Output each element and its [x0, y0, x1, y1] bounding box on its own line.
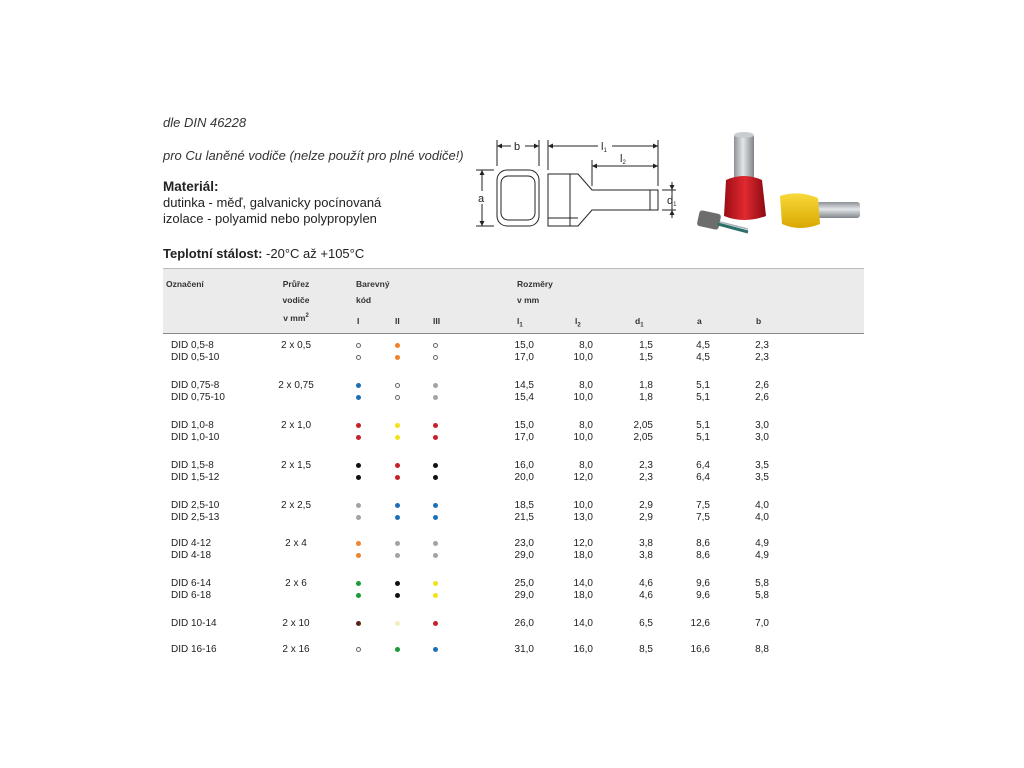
- color-dot-ii: [395, 435, 400, 440]
- header-l1: $l_1$: [517, 316, 523, 329]
- table-row: [163, 578, 864, 590]
- cell-designation: DID 0,75-8: [171, 380, 220, 391]
- cell-a: 7,5: [696, 512, 710, 523]
- cell-l2: 10,0: [573, 352, 593, 363]
- color-dot-ii: [395, 553, 400, 558]
- cell-designation: DID 4-12: [171, 538, 212, 549]
- table-row: [163, 340, 864, 352]
- cell-b: 4,9: [755, 538, 769, 549]
- table-row: [163, 550, 864, 562]
- cell-designation: DID 4-18: [171, 550, 212, 561]
- color-dot-ii: [395, 395, 400, 400]
- cell-designation: DID 6-18: [171, 590, 212, 601]
- table-row: [163, 352, 864, 364]
- cell-d1: 1,8: [639, 380, 653, 391]
- color-dot-i: [356, 647, 361, 652]
- table-row: [163, 380, 864, 392]
- cell-l1: 20,0: [514, 472, 534, 483]
- cell-a: 6,4: [696, 460, 710, 471]
- usage-note: pro Cu laněné vodiče (nelze použít pro plné vodiče!): [163, 148, 464, 163]
- cell-designation: DID 0,75-10: [171, 392, 225, 403]
- cell-b: 7,0: [755, 618, 769, 629]
- cell-d1: 1,5: [639, 352, 653, 363]
- cell-d1: 1,8: [639, 392, 653, 403]
- table-row: [163, 644, 864, 656]
- cell-designation: DID 1,0-8: [171, 420, 214, 431]
- cell-d1: 2,05: [633, 432, 653, 443]
- color-dot-ii: [395, 581, 400, 586]
- color-dot-iii: [433, 553, 438, 558]
- color-dot-ii: [395, 463, 400, 468]
- material-block: [163, 179, 381, 227]
- cell-cross-section: 2 x 2,5: [280, 500, 312, 511]
- front-view-inner: [501, 176, 535, 220]
- cell-a: 5,1: [696, 392, 710, 403]
- color-dot-i: [356, 355, 361, 360]
- color-dot-i: [356, 581, 361, 586]
- table-row: [163, 472, 864, 484]
- cell-designation: DID 1,5-12: [171, 472, 220, 483]
- red-ferrule-collar: [724, 176, 766, 220]
- cell-cross-section: 2 x 10: [282, 618, 310, 629]
- color-dot-ii: [395, 355, 400, 360]
- cell-d1: 2,9: [639, 512, 653, 523]
- cell-l2: 18,0: [573, 550, 593, 561]
- cell-d1: 3,8: [639, 550, 653, 561]
- material-line-2: izolace - polyamid nebo polypropylen: [163, 211, 377, 226]
- color-dot-iii: [433, 463, 438, 468]
- cell-l1: 15,4: [514, 392, 534, 403]
- color-dot-iii: [433, 423, 438, 428]
- cell-d1: 2,05: [633, 420, 653, 431]
- header-a: a: [697, 316, 702, 326]
- cell-a: 9,6: [696, 590, 710, 601]
- cell-b: 2,6: [755, 392, 769, 403]
- cell-l1: 29,0: [514, 590, 534, 601]
- cell-l1: 21,5: [514, 512, 534, 523]
- table-row: [163, 432, 864, 444]
- header-color-iii: III: [433, 316, 441, 326]
- cell-a: 7,5: [696, 500, 710, 511]
- color-dot-iii: [433, 435, 438, 440]
- product-photo: [690, 128, 865, 248]
- cell-b: 8,8: [755, 644, 769, 655]
- color-dot-ii: [395, 541, 400, 546]
- table-row: [163, 618, 864, 630]
- cell-d1: 3,8: [639, 538, 653, 549]
- yellow-ferrule-tube: [816, 202, 860, 218]
- color-dot-iii: [433, 647, 438, 652]
- color-dot-iii: [433, 355, 438, 360]
- cell-designation: DID 1,0-10: [171, 432, 220, 443]
- cell-l2: 14,0: [573, 578, 593, 589]
- color-dot-i: [356, 515, 361, 520]
- cell-cross-section: 2 x 6: [285, 578, 307, 589]
- cell-cross-section: 2 x 0,5: [280, 340, 312, 351]
- header-color-code: Barevný kód: [356, 279, 390, 305]
- table-row: [163, 392, 864, 404]
- cell-l2: 13,0: [573, 512, 593, 523]
- color-dot-iii: [433, 475, 438, 480]
- table-row: [163, 590, 864, 602]
- cell-d1: 4,6: [639, 590, 653, 601]
- cell-l1: 25,0: [514, 578, 534, 589]
- cell-a: 5,1: [696, 380, 710, 391]
- color-dot-i: [356, 621, 361, 626]
- color-dot-ii: [395, 475, 400, 480]
- table-row: [163, 512, 864, 524]
- header-color-i: I: [357, 316, 360, 326]
- cell-d1: 2,9: [639, 500, 653, 511]
- dim-a-label: a: [478, 193, 485, 205]
- color-dot-ii: [395, 621, 400, 626]
- color-dot-iii: [433, 621, 438, 626]
- color-dot-i: [356, 553, 361, 558]
- cell-b: 4,9: [755, 550, 769, 561]
- yellow-ferrule-collar: [780, 193, 820, 228]
- color-dot-i: [356, 343, 361, 348]
- cell-l1: 18,5: [514, 500, 534, 511]
- cell-b: 5,8: [755, 578, 769, 589]
- cell-cross-section: 2 x 16: [282, 644, 310, 655]
- color-dot-iii: [433, 343, 438, 348]
- cell-designation: DID 10-14: [171, 618, 217, 629]
- cell-a: 9,6: [696, 578, 710, 589]
- cell-designation: DID 2,5-10: [171, 500, 220, 511]
- color-dot-iii: [433, 503, 438, 508]
- cell-l1: 26,0: [514, 618, 534, 629]
- cell-l1: 15,0: [514, 420, 534, 431]
- temperature-label: Teplotní stálost:: [163, 246, 263, 261]
- cell-l2: 8,0: [579, 380, 593, 391]
- cell-a: 6,4: [696, 472, 710, 483]
- cell-a: 8,6: [696, 538, 710, 549]
- cell-l1: 17,0: [514, 352, 534, 363]
- dim-l1-label: l1: [601, 141, 607, 154]
- cell-b: 2,6: [755, 380, 769, 391]
- cell-b: 2,3: [755, 340, 769, 351]
- cell-designation: DID 2,5-13: [171, 512, 220, 523]
- cell-cross-section: 2 x 0,75: [278, 380, 314, 391]
- header-b: b: [756, 316, 762, 326]
- cell-l2: 10,0: [573, 500, 593, 511]
- cell-l2: 16,0: [573, 644, 593, 655]
- table-row: [163, 500, 864, 512]
- color-dot-i: [356, 395, 361, 400]
- material-line-1: dutinka - měď, galvanicky pocínovaná: [163, 195, 382, 210]
- cell-b: 3,0: [755, 432, 769, 443]
- temperature-value: -20°C až +105°C: [262, 246, 365, 261]
- table-row: [163, 420, 864, 432]
- color-dot-iii: [433, 541, 438, 546]
- color-dot-iii: [433, 515, 438, 520]
- color-dot-ii: [395, 423, 400, 428]
- color-dot-i: [356, 475, 361, 480]
- cell-cross-section: 2 x 1,0: [280, 420, 312, 431]
- temperature-line: [163, 246, 364, 261]
- cell-b: 5,8: [755, 590, 769, 601]
- cell-l2: 18,0: [573, 590, 593, 601]
- cell-l2: 8,0: [579, 420, 593, 431]
- cell-l2: 8,0: [579, 340, 593, 351]
- cell-b: 2,3: [755, 352, 769, 363]
- cell-d1: 8,5: [639, 644, 653, 655]
- ferrule-dimension-drawing: [470, 132, 685, 238]
- cell-b: 3,5: [755, 472, 769, 483]
- cell-a: 12,6: [690, 618, 710, 629]
- header-designation: Označení: [166, 279, 204, 289]
- cell-d1: 1,5: [639, 340, 653, 351]
- cell-designation: DID 1,5-8: [171, 460, 214, 471]
- cell-cross-section: 2 x 4: [285, 538, 307, 549]
- cell-b: 3,0: [755, 420, 769, 431]
- cell-a: 4,5: [696, 352, 710, 363]
- color-dot-i: [356, 541, 361, 546]
- dim-d1-label: d1: [667, 195, 677, 208]
- header-dimensions: Rozměry v mm: [517, 279, 553, 305]
- table-row: [163, 538, 864, 550]
- table-header: [163, 268, 864, 334]
- cell-l2: 14,0: [573, 618, 593, 629]
- color-dot-i: [356, 593, 361, 598]
- cell-l1: 29,0: [514, 550, 534, 561]
- cell-l1: 17,0: [514, 432, 534, 443]
- dim-l2-label: l2: [620, 153, 626, 166]
- cell-a: 5,1: [696, 420, 710, 431]
- cell-d1: 4,6: [639, 578, 653, 589]
- header-l2: $l_2$: [575, 316, 581, 329]
- color-dot-iii: [433, 593, 438, 598]
- color-dot-ii: [395, 343, 400, 348]
- color-dot-ii: [395, 515, 400, 520]
- cell-l1: 15,0: [514, 340, 534, 351]
- cell-designation: DID 16-16: [171, 644, 217, 655]
- cell-l1: 23,0: [514, 538, 534, 549]
- color-dot-i: [356, 463, 361, 468]
- color-dot-iii: [433, 395, 438, 400]
- cell-cross-section: 2 x 1,5: [280, 460, 312, 471]
- color-dot-iii: [433, 383, 438, 388]
- header-color-ii: II: [395, 316, 400, 326]
- color-dot-ii: [395, 383, 400, 388]
- header-cross-section: Průřez vodiče v $mm^2$: [282, 279, 310, 323]
- dim-b-label: b: [514, 141, 521, 153]
- color-dot-ii: [395, 503, 400, 508]
- grey-ferrule-collar: [697, 210, 722, 230]
- cell-l1: 16,0: [514, 460, 534, 471]
- cell-a: 16,6: [690, 644, 710, 655]
- cell-a: 8,6: [696, 550, 710, 561]
- cell-d1: 2,3: [639, 472, 653, 483]
- cell-designation: DID 6-14: [171, 578, 212, 589]
- cell-l1: 31,0: [514, 644, 534, 655]
- cell-l1: 14,5: [514, 380, 534, 391]
- cell-l2: 12,0: [573, 538, 593, 549]
- cell-designation: DID 0,5-10: [171, 352, 220, 363]
- color-dot-ii: [395, 647, 400, 652]
- cell-designation: DID 0,5-8: [171, 340, 214, 351]
- cell-l2: 12,0: [573, 472, 593, 483]
- cell-l2: 8,0: [579, 460, 593, 471]
- standard-label: dle DIN 46228: [163, 115, 247, 130]
- cell-b: 4,0: [755, 500, 769, 511]
- table-row: [163, 460, 864, 472]
- cell-d1: 2,3: [639, 460, 653, 471]
- color-dot-i: [356, 383, 361, 388]
- color-dot-ii: [395, 593, 400, 598]
- cell-a: 4,5: [696, 340, 710, 351]
- cell-d1: 6,5: [639, 618, 653, 629]
- cell-b: 4,0: [755, 512, 769, 523]
- cell-b: 3,5: [755, 460, 769, 471]
- header-d1: $d_1$: [635, 316, 644, 329]
- cell-l2: 10,0: [573, 432, 593, 443]
- color-dot-i: [356, 423, 361, 428]
- color-dot-iii: [433, 581, 438, 586]
- material-title: Materiál:: [163, 179, 219, 194]
- cell-l2: 10,0: [573, 392, 593, 403]
- color-dot-i: [356, 435, 361, 440]
- color-dot-i: [356, 503, 361, 508]
- cell-a: 5,1: [696, 432, 710, 443]
